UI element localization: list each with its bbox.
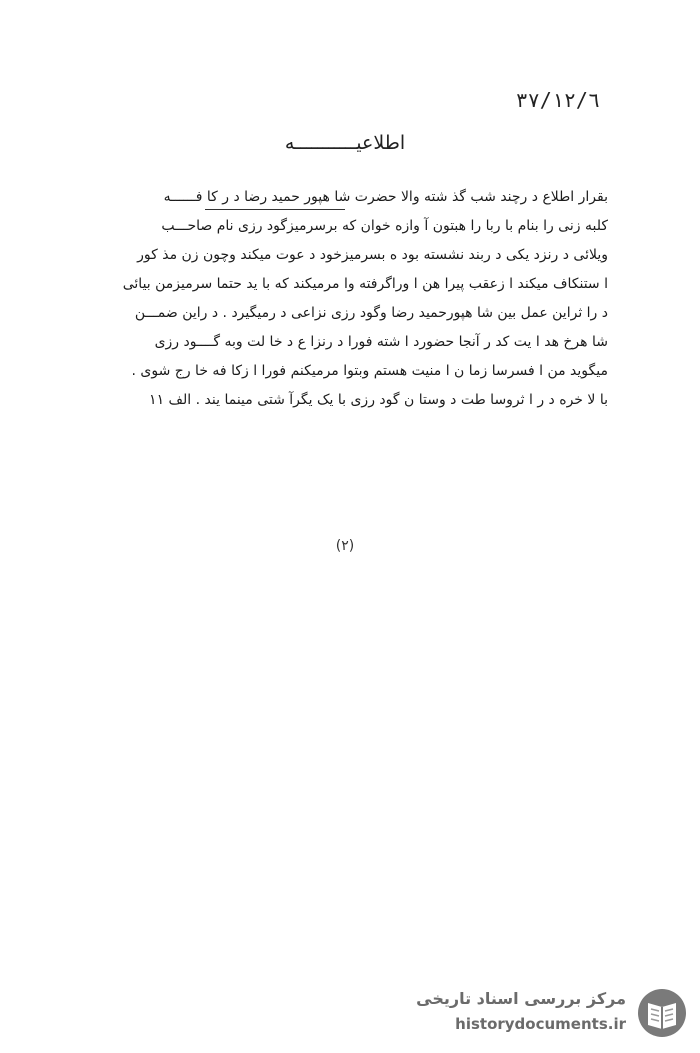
document-body [98,183,608,415]
watermark-name: مرکز بررسی اسناد تاریخی [416,989,626,1008]
body-line: با لا خره د ر ا ثروسا طت د وستا ن گود رزی با یک یگرآ شتی مینما یند . الف ١١ [149,392,608,408]
body-line: کلبه زنی را بنام با ربا را هبتون آ وازه خوان که برسرمیزگود رزی نام صاحـــب [161,218,608,234]
document-title: اطلاعیـــــــــــه [284,132,406,154]
body-line: د را ثراین عمل بین شا هپورحمید رضا وگود رزی نزاعی د رمیگیرد . د راین ضمـــن [134,305,608,321]
page-number: (٢) [335,538,355,554]
body-line: ا ستنکاف میکند ا زعقب پیرا هن ا وراگرفته وا مرمیکند که با ید حتما سرمیزمن بیائی [122,276,608,292]
watermark [398,985,688,1043]
book-logo-icon [636,987,688,1039]
body-line: ویلائی د رنزد یکی د ربند نشسته بود ه بسرمیزخود د عوت میکند وچون زن مذ کور [137,247,608,263]
body-line: بقرار اطلاع د رچند شب گذ شته والا حضرت شا هپور حمید رضا د ر کا فــــــه [163,189,608,205]
document-date: ٣٧/١٢/٦ [515,88,600,112]
body-line: میگوید من ا فسرسا زما ن ا منیت هستم وبتوا مرمیکنم فورا ا زکا فه خا رج شوی . [131,363,608,379]
watermark-url: historydocuments.ir [455,1015,626,1033]
body-line: شا هرخ هد ا یت کد ر آنجا حضورد ا شته فورا د رنزا ع د خا لت وبه گــــود رزی [154,334,608,350]
